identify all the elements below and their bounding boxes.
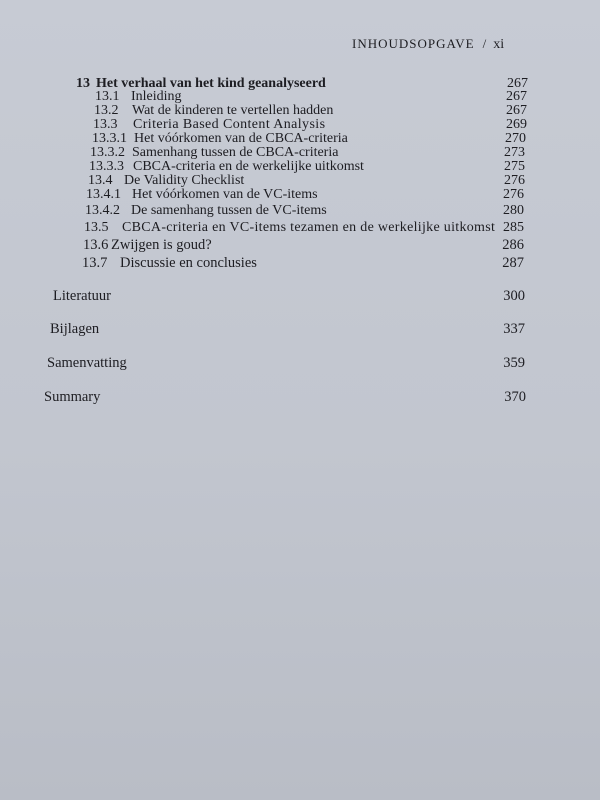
toc-entry-page: 267 bbox=[506, 103, 527, 118]
toc-entry-number: 13.3 bbox=[93, 117, 118, 132]
toc-entry-page: 285 bbox=[503, 220, 524, 235]
toc-entry-page: 270 bbox=[505, 131, 526, 146]
toc-back-matter-page: 300 bbox=[503, 288, 525, 304]
toc-entry-page: 273 bbox=[504, 145, 525, 160]
toc-entry-title: Het vóórkomen van de CBCA-criteria bbox=[134, 131, 348, 146]
toc-entry-number: 13.7 bbox=[82, 255, 108, 271]
toc-back-matter-item bbox=[44, 389, 526, 405]
toc-entry-title: Wat de kinderen te vertellen hadden bbox=[132, 103, 334, 118]
toc-entry-title: Het vóórkomen van de VC-items bbox=[132, 187, 318, 202]
toc-entry-number: 13.3.2 bbox=[90, 145, 125, 160]
toc-entry-number: 13.6 bbox=[83, 237, 109, 253]
toc-entry-title: De Validity Checklist bbox=[124, 173, 245, 188]
toc-entry-page: 276 bbox=[503, 187, 524, 202]
toc-entry-title: CBCA-criteria en VC-items tezamen en de werkelijke uitkomst bbox=[122, 220, 496, 235]
toc-entry bbox=[82, 255, 524, 271]
toc-entry bbox=[84, 220, 524, 236]
toc-back-matter-item bbox=[50, 321, 525, 337]
running-header bbox=[352, 36, 504, 53]
toc-entry-title: De samenhang tussen de VC-items bbox=[131, 203, 327, 218]
toc-entry-number: 13.4 bbox=[88, 173, 113, 188]
toc-entry-number: 13.4.1 bbox=[86, 187, 121, 202]
toc-entry-number: 13.3.1 bbox=[92, 131, 127, 146]
toc-entry bbox=[86, 187, 524, 203]
toc-entry-page: 287 bbox=[502, 255, 524, 271]
toc-entry-number: 13.5 bbox=[84, 220, 109, 235]
toc-back-matter-title: Samenvatting bbox=[47, 355, 127, 371]
toc-back-matter-page: 337 bbox=[503, 321, 525, 337]
toc-back-matter-title: Literatuur bbox=[53, 288, 111, 304]
toc-entry-page: 275 bbox=[504, 159, 525, 174]
toc-entry-page: 280 bbox=[503, 203, 524, 218]
toc-entry bbox=[85, 203, 524, 219]
header-page-number: xi bbox=[493, 37, 505, 52]
toc-entry-title: Criteria Based Content Analysis bbox=[133, 117, 326, 132]
toc-entry-page: 276 bbox=[504, 173, 525, 188]
toc-back-matter-item bbox=[53, 288, 525, 304]
toc-chapter-page: 267 bbox=[507, 76, 528, 91]
toc-back-matter-title: Summary bbox=[44, 389, 101, 405]
toc-chapter-number: 13 bbox=[76, 76, 90, 91]
toc-entry-title: Discussie en conclusies bbox=[120, 255, 257, 271]
header-separator: / bbox=[482, 36, 488, 51]
toc-entry-title: Inleiding bbox=[131, 89, 182, 104]
toc-back-matter-page: 370 bbox=[504, 389, 526, 405]
toc-entry-number: 13.1 bbox=[95, 89, 120, 104]
header-section: INHOUDSOPGAVE bbox=[352, 36, 475, 51]
toc-entry bbox=[83, 237, 524, 253]
toc-back-matter-item bbox=[47, 355, 525, 371]
toc-back-matter-page: 359 bbox=[503, 355, 525, 371]
toc-chapter-title: Het verhaal van het kind geanalyseerd bbox=[96, 76, 326, 91]
toc-entry-title: Zwijgen is goud? bbox=[111, 237, 212, 253]
toc-entry-title: Samenhang tussen de CBCA-criteria bbox=[132, 145, 339, 160]
toc-entry-title: CBCA-criteria en de werkelijke uitkomst bbox=[133, 159, 364, 174]
toc-entry-page: 267 bbox=[506, 89, 527, 104]
toc-entry-page: 269 bbox=[506, 117, 527, 132]
toc-entry-number: 13.2 bbox=[94, 103, 119, 118]
toc-back-matter-title: Bijlagen bbox=[50, 321, 100, 337]
toc-entry-number: 13.3.3 bbox=[89, 159, 124, 174]
toc-entry-number: 13.4.2 bbox=[85, 203, 120, 218]
toc-entry-page: 286 bbox=[502, 237, 524, 253]
